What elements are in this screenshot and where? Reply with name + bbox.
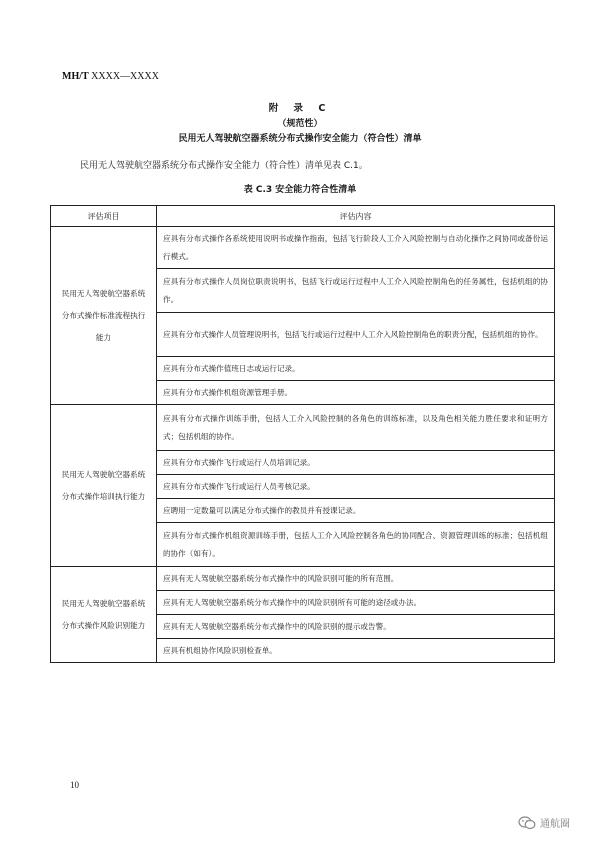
table-row [51,567,555,591]
content-cell: 应聘用一定数量可以满足分布式操作的教员并有授课记录。 [157,499,555,523]
appendix-name: 民用无人驾驶航空器系统分布式操作安全能力（符合性）清单 [178,134,422,144]
table-header-row [51,206,555,227]
header-evaluation-content: 评估内容 [157,206,555,227]
standard-code-number: XXXX—XXXX [88,71,159,82]
table-caption: 表 C.3 安全能力符合性清单 [243,185,357,195]
content-cell: 应具有分布式操作各系统使用说明书或操作指南，包括飞行阶段人工介入风险控制与自动化操作之间协同或备份运行模式。 [157,227,555,269]
standard-code [62,71,159,82]
header-evaluation-item: 评估项目 [51,206,157,227]
content-cell: 应具有分布式操作人员岗位职责说明书，包括飞行或运行过程中人工介入风险控制角色的任务属性，包括机组的协作。 [157,269,555,313]
watermark-text: 通航圈 [540,819,570,830]
category-cell: 民用无人驾驶航空器系统分布式操作标准流程执行能力 [51,227,157,405]
content-cell: 应具有分布式操作机组资源训练手册，包括人工介入风险控制各角色的协同配合、资源管理训练的标准；包括机组的协作（如有）。 [157,523,555,567]
table-row [51,227,555,269]
content-cell: 应具有分布式操作值班日志或运行记录。 [157,357,555,381]
content-cell: 应具有分布式操作训练手册，包括人工介入风险控制的各角色的训练标准，以及角色相关能力胜任要求和证明方式；包括机组的协作。 [157,405,555,451]
content-cell: 应具有分布式操作机组资源管理手册。 [157,381,555,405]
watermark [518,815,570,830]
content-cell: 应具有分布式操作飞行或运行人员培训记录。 [157,451,555,475]
appendix-subtitle: （规范性） [277,119,323,129]
intro-paragraph: 民用无人驾驶航空器系统分布式操作安全能力（符合性）清单见表 C.1。 [80,161,368,171]
page-number: 10 [70,780,79,790]
wechat-icon [518,816,536,830]
table-row [51,405,555,451]
content-cell: 应具有机组协作风险识别检查单。 [157,639,555,663]
content-cell: 应具有无人驾驶航空器系统分布式操作中的风险识别所有可能的途径或办法。 [157,591,555,615]
category-cell: 民用无人驾驶航空器系统分布式操作培训执行能力 [51,405,157,567]
compliance-table [50,205,555,663]
category-cell: 民用无人驾驶航空器系统分布式操作风险识别能力 [51,567,157,663]
content-cell: 应具有分布式操作飞行或运行人员考核记录。 [157,475,555,499]
content-cell: 应具有无人驾驶航空器系统分布式操作中的风险识别可能的所有范围。 [157,567,555,591]
appendix-title: 附 录 C [268,103,332,114]
content-cell: 应具有无人驾驶航空器系统分布式操作中的风险识别的提示或告警。 [157,615,555,639]
standard-code-prefix: MH/T [62,71,89,82]
content-cell: 应具有分布式操作人员管理说明书，包括飞行或运行过程中人工介入风险控制角色的职责分配，包括机组的协作。 [157,313,555,357]
